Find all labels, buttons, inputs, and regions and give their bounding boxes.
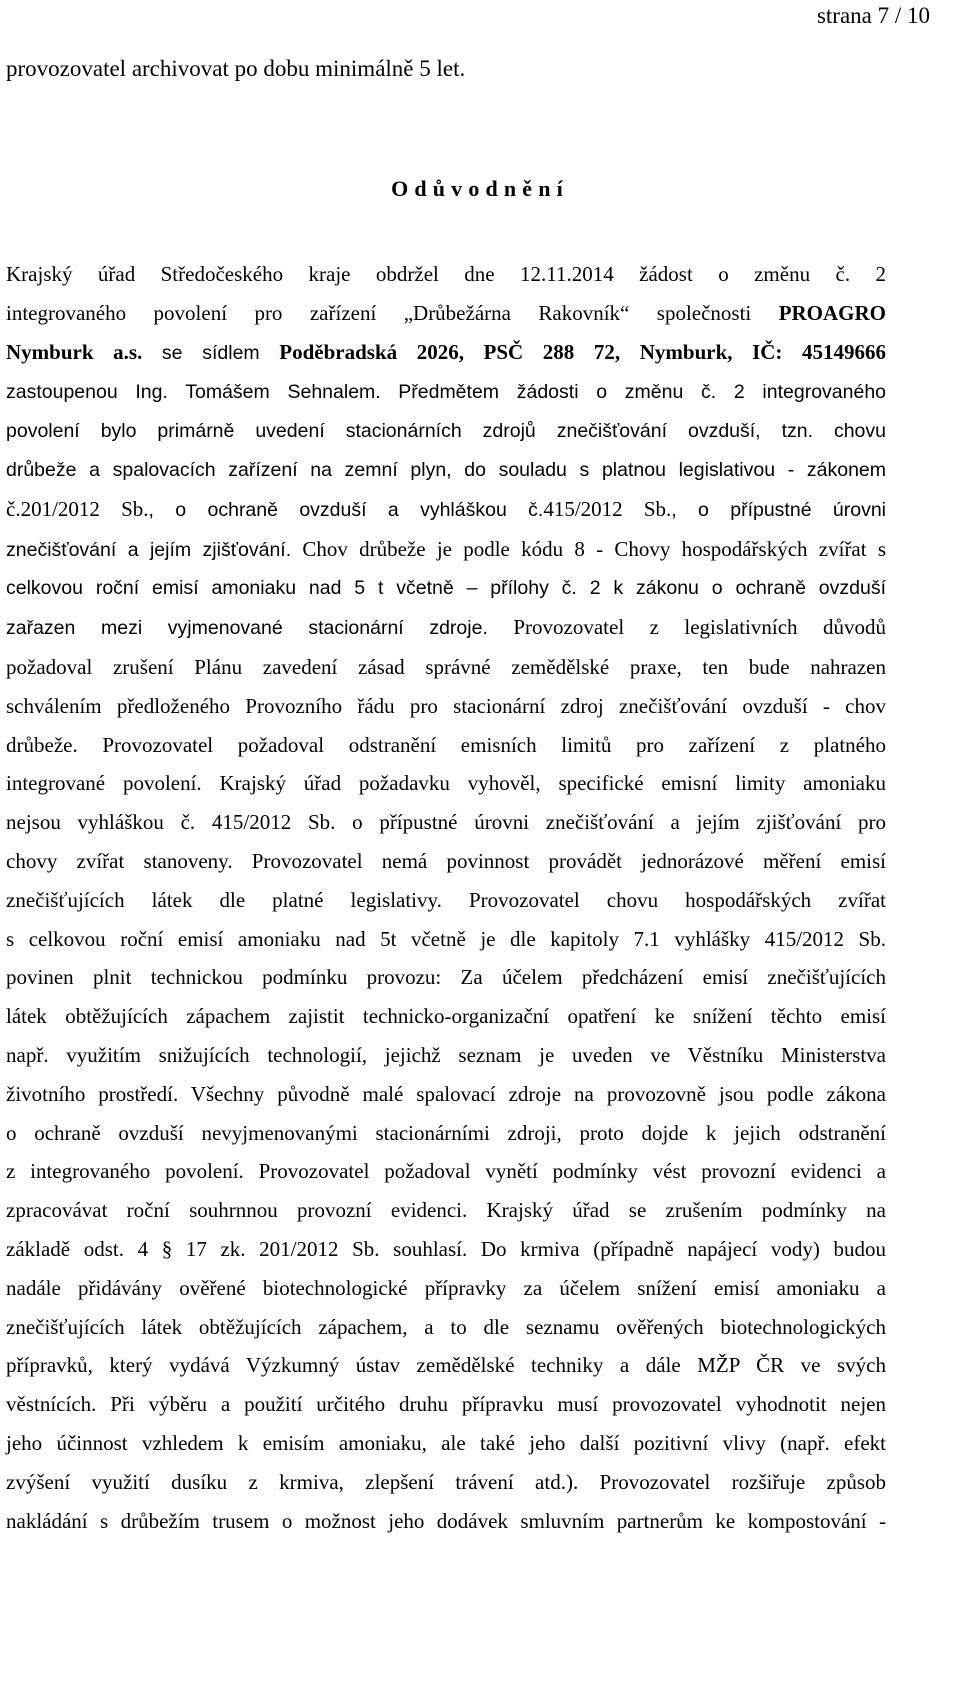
paragraph-line: integrovaného povolení pro zařízení „Drůbežárna Rakovník“ společnosti PROAGRO bbox=[6, 300, 887, 325]
paragraph-line: povinen plnit technickou podmínku provozu: Za účelem předcházení emisí znečišťujících bbox=[6, 965, 886, 990]
paragraph-line: drůbeže. Provozovatel požadoval odstranění emisních limitů pro zařízení z platného bbox=[6, 732, 886, 757]
page-number: strana 7 / 10 bbox=[816, 3, 930, 28]
paragraph-line: požadoval zrušení Plánu zavedení zásad správné zemědělské praxe, ten bude nahrazen bbox=[6, 654, 886, 679]
company-name: PROAGRO bbox=[778, 300, 887, 325]
paragraph-line: povolení bylo primárně uvedení stacionárních zdrojů znečišťování ovzduší, tzn. chovu bbox=[6, 420, 886, 443]
paragraph-line: znečišťujících látek dle platné legislativy. Provozovatel chovu hospodářských zvířat bbox=[6, 887, 886, 912]
justification-paragraph bbox=[6, 255, 886, 1540]
paragraph-line: přípravků, který vydává Výzkumný ústav zemědělské techniky a dále MŽP ČR ve svých bbox=[6, 1353, 886, 1378]
paragraph-line: č.201/2012 Sb., o ochraně ovzduší a vyhláškou č.415/2012 Sb., o přípustné úrovni bbox=[6, 496, 887, 521]
paragraph-line: schválením předloženého Provozního řádu pro stacionární zdroj znečišťování ovzduší - chov bbox=[6, 693, 886, 718]
company-address: Poděbradská 2026, PSČ 288 72, Nymburk, IČ: 45149666 bbox=[279, 339, 887, 364]
section-heading: Odůvodnění bbox=[391, 176, 569, 201]
paragraph-line: zvýšení využití dusíku z krmiva, zlepšení trávení atd.). Provozovatel rozšiřuje způsob bbox=[6, 1469, 886, 1494]
paragraph-line: základě odst. 4 § 17 zk. 201/2012 Sb. souhlasí. Do krmiva (případně napájecí vody) budou bbox=[6, 1236, 886, 1261]
paragraph-line: nejsou vyhláškou č. 415/2012 Sb. o přípustné úrovni znečišťování a jejím zjišťování pro bbox=[6, 810, 886, 835]
paragraph-line: zastoupenou Ing. Tomášem Sehnalem. Předmětem žádosti o změnu č. 2 integrovaného bbox=[6, 381, 887, 404]
paragraph-line: věstnících. Při výběru a použití určitého druhu přípravku musí provozovatel vyhodnotit nejen bbox=[6, 1392, 886, 1417]
paragraph-line: s celkovou roční emisí amoniaku nad 5t včetně je dle kapitoly 7.1 vyhlášky 415/2012 Sb. bbox=[6, 926, 886, 951]
paragraph-line: Nymburk a.s. se sídlem Poděbradská 2026, PSČ 288 72, Nymburk, IČ: 45149666 bbox=[6, 339, 887, 364]
paragraph-line: chovy zvířat stanoveny. Provozovatel nemá povinnost provádět jednorázové měření emisí bbox=[6, 848, 886, 873]
company-name-cont: Nymburk a.s. bbox=[6, 339, 143, 364]
paragraph-line: znečišťujících látek obtěžujících zápachem, a to dle seznamu ověřených biotechnologických bbox=[6, 1314, 886, 1339]
paragraph-line: celkovou roční emisí amoniaku nad 5 t včetně – přílohy č. 2 k zákonu o ochraně ovzduší bbox=[6, 577, 886, 600]
paragraph-line: z integrovaného povolení. Provozovatel požadoval vynětí podmínky vést provozní evidenci a bbox=[6, 1159, 886, 1184]
paragraph-line: Krajský úřad Středočeského kraje obdržel dne 12.11.2014 žádost o změnu č. 2 bbox=[6, 262, 886, 286]
paragraph-line: jeho účinnost vzhledem k emisím amoniaku, ale také jeho další pozitivní vlivy (např. efekt bbox=[6, 1430, 886, 1455]
paragraph-line: např. využitím snižujících technologií, jejichž seznam je uveden ve Věstníku Ministerstva bbox=[6, 1042, 886, 1067]
paragraph-line: drůbeže a spalovacích zařízení na zemní plyn, do souladu s platnou legislativou - zákonem bbox=[6, 458, 886, 481]
paragraph-line: integrované povolení. Krajský úřad požadavku vyhověl, specifické emisní limity amoniaku bbox=[6, 771, 886, 796]
paragraph-line: nadále přidávány ověřené biotechnologické přípravky za účelem snížení emisí amoniaku a bbox=[6, 1275, 886, 1300]
paragraph-line: nakládání s drůbežím trusem o možnost jeho dodávek smluvním partnerům ke kompostování - bbox=[6, 1508, 886, 1533]
paragraph-line: znečišťování a jejím zjišťování. Chov drůbeže je podle kódu 8 - Chovy hospodářských zvířat s bbox=[6, 536, 887, 561]
paragraph-line: zpracovávat roční souhrnnou provozní evidenci. Krajský úřad se zrušením podmínky na bbox=[6, 1198, 886, 1223]
intro-text: provozovatel archivovat po dobu minimálně 5 let. bbox=[6, 56, 466, 81]
paragraph-line: zařazen mezi vyjmenované stacionární zdroje. Provozovatel z legislativních důvodů bbox=[6, 615, 886, 640]
paragraph-line: o ochraně ovzduší nevyjmenovanými stacionárními zdroji, proto dojde k jejich odstranění bbox=[6, 1120, 886, 1145]
paragraph-line: látek obtěžujících zápachem zajistit technicko-organizační opatření ke snížení těchto emisí bbox=[6, 1004, 886, 1029]
paragraph-line: životního prostředí. Všechny původně malé spalovací zdroje na provozovně jsou podle zákona bbox=[6, 1081, 886, 1106]
